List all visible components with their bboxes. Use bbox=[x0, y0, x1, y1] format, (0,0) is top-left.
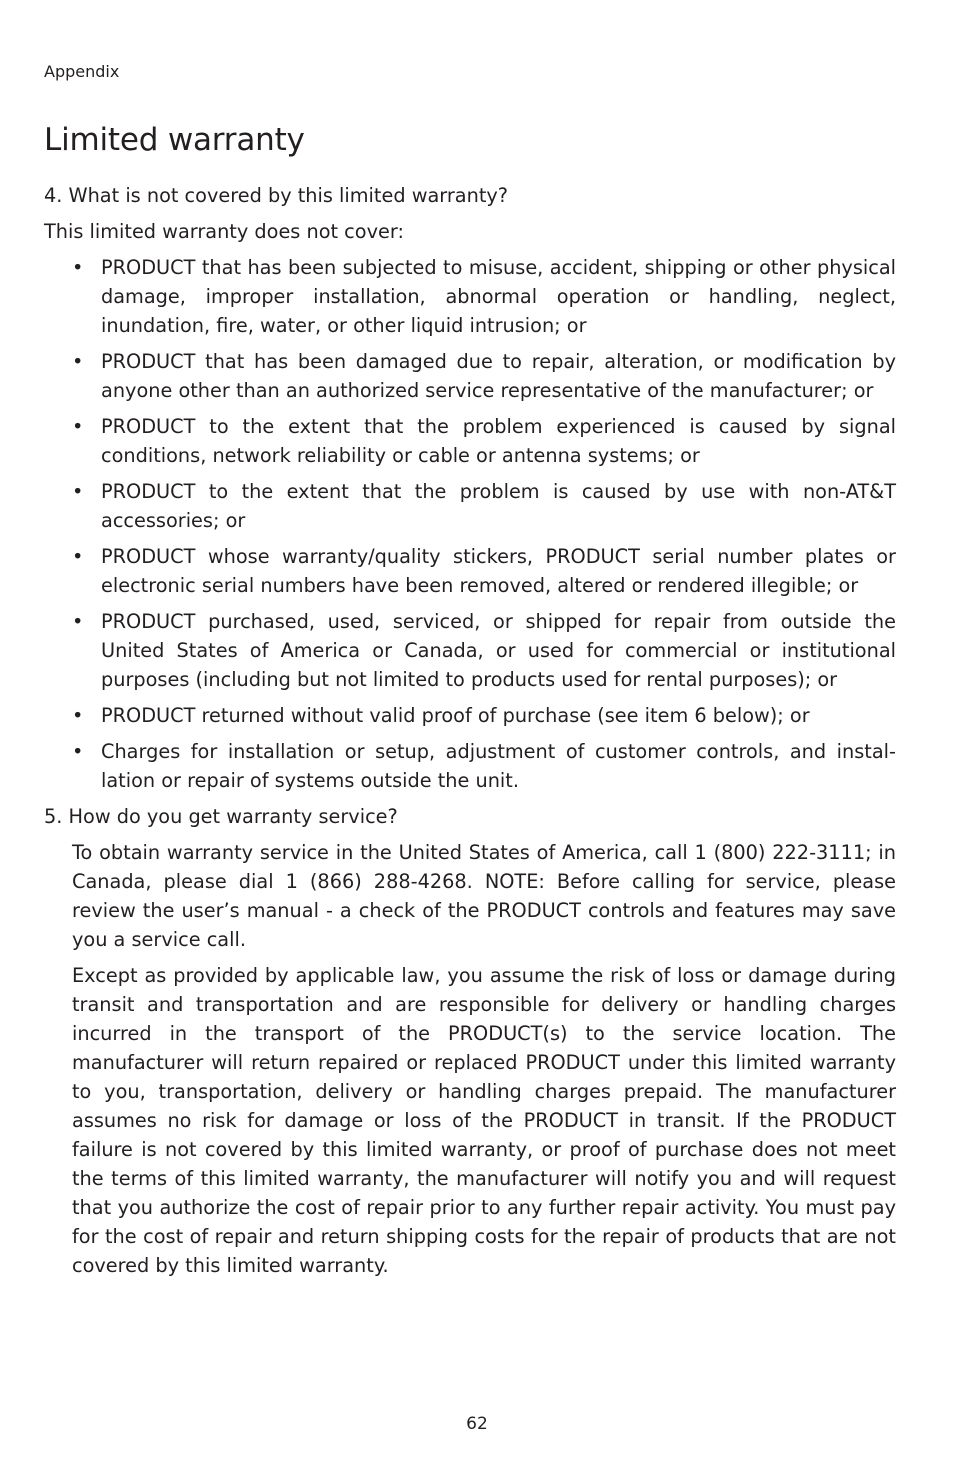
bullet-icon: • bbox=[72, 610, 84, 633]
list-item bbox=[44, 542, 896, 600]
list-item bbox=[44, 607, 896, 694]
list-item bbox=[44, 253, 896, 340]
list-item bbox=[44, 477, 896, 535]
bullet-icon: • bbox=[72, 415, 84, 438]
list-item bbox=[44, 347, 896, 405]
bullet-icon: • bbox=[72, 480, 84, 503]
list-item-text: PRODUCT to the extent that the problem experienced is caused by signal conditions, network reliability or cable or antenna systems; or bbox=[101, 415, 896, 467]
page-title: Limited warranty bbox=[44, 122, 305, 158]
document-body bbox=[44, 181, 896, 1287]
list-item bbox=[44, 701, 896, 730]
list-item-text: PRODUCT to the extent that the problem is caused by use with non-AT&T accessories; or bbox=[101, 480, 896, 532]
service-contact-paragraph: To obtain warranty service in the United States of America, call 1 (800) 222-3111; in Canada, please dial 1 (866) 288-4268. NOTE: Before calling for service, please review the user’s manual - a check of the PRODUCT controls and features may save you a service call. bbox=[72, 841, 896, 951]
question-4-intro: This limited warranty does not cover: bbox=[44, 220, 404, 243]
list-item-text: PRODUCT whose warranty/quality stickers, PRODUCT serial number plates or electronic serial numbers have been removed, altered or rendered illegible; or bbox=[101, 545, 896, 597]
bullet-icon: • bbox=[72, 350, 84, 373]
not-covered-list bbox=[44, 253, 896, 795]
list-item bbox=[44, 737, 896, 795]
list-item bbox=[44, 412, 896, 470]
section-label: Appendix bbox=[44, 62, 120, 81]
list-item-text: PRODUCT that has been subjected to misuse, accident, shipping or other physical damage, improper installation, abnormal operation or handling, neglect, inundation, fire, water, or other liquid intrusion; or bbox=[101, 256, 896, 337]
question-5-heading: 5. How do you get warranty service? bbox=[44, 805, 398, 828]
list-item-text: Charges for installation or setup, adjustment of customer controls, and installation or repair of systems outside the unit. bbox=[101, 740, 896, 792]
bullet-icon: • bbox=[72, 704, 84, 727]
transit-risk-paragraph: Except as provided by applicable law, you assume the risk of loss or damage during transit and transportation and are responsible for delivery or handling charges incurred in the transport of the PRODUCT(s) to the service location. The manufacturer will return repaired or replaced PRODUCT under this limited warranty to you, transportation, delivery or handling charges prepaid. The manufacturer assumes no risk for damage or loss of the PRODUCT in transit. If the PRODUCT failure is not covered by this limited warranty, or proof of purchase does not meet the terms of this limited warranty, the manufacturer will notify you and will request that you authorize the cost of repair prior to any further repair activity. You must pay for the cost of repair and return shipping costs for the repair of products that are not covered by this limited warranty. bbox=[72, 964, 896, 1277]
list-item-text: PRODUCT that has been damaged due to repair, alteration, or modification by anyone other than an authorized service representative of the manufacturer; or bbox=[101, 350, 896, 402]
list-item-text: PRODUCT purchased, used, serviced, or shipped for repair from outside the United States of America or Canada, or used for commercial or institutional purposes (including but not limited to products used for rental purposes); or bbox=[101, 610, 896, 691]
list-item-text: PRODUCT returned without valid proof of purchase (see item 6 below); or bbox=[101, 704, 810, 727]
bullet-icon: • bbox=[72, 256, 84, 279]
bullet-icon: • bbox=[72, 740, 84, 763]
bullet-icon: • bbox=[72, 545, 84, 568]
page-number: 62 bbox=[466, 1414, 488, 1434]
question-4-heading: 4. What is not covered by this limited warranty? bbox=[44, 184, 509, 207]
